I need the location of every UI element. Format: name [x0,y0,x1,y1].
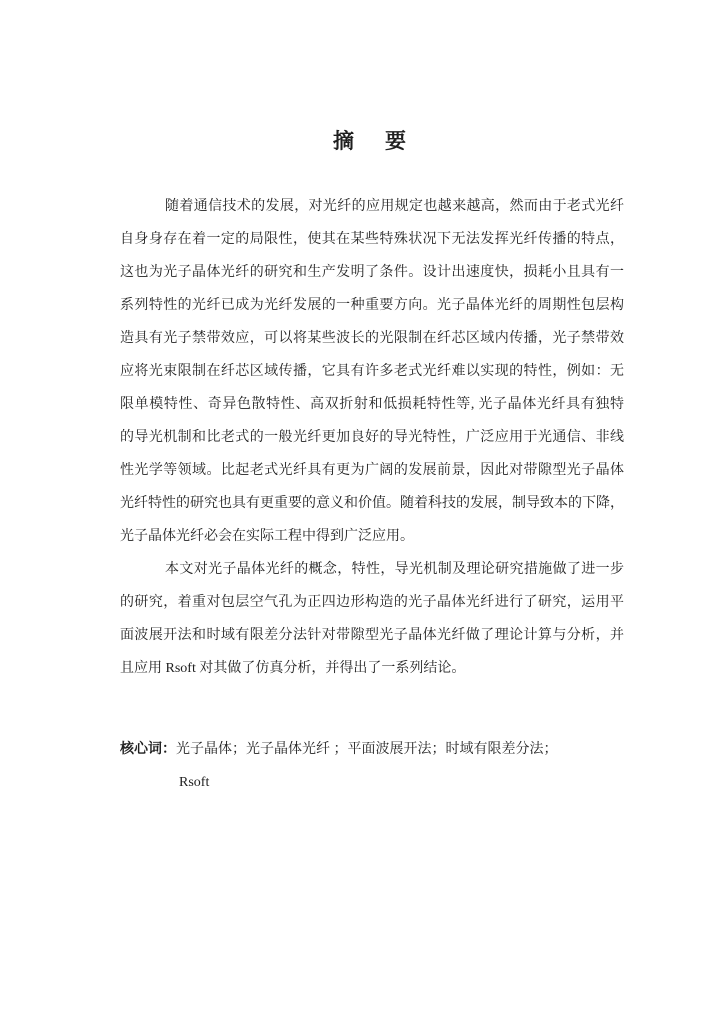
abstract-line: 这也为光子晶体光纤的研究和生产发明了条件。设计出速度快，损耗小且具有一 [120,265,624,280]
abstract-line: 随着通信技术的发展，对光纤的应用规定也越来越高，然而由于老式光纤 [165,199,624,214]
keywords-continuation: Rsoft [179,775,210,790]
keywords-label: 核心词： [120,742,176,757]
page-title: 摘 要 [333,129,411,153]
abstract-line: 且应用 Rsoft 对其做了仿真分析，并得出了一系列结论。 [120,661,466,676]
keywords-line [120,733,624,766]
abstract-line: 光子晶体光纤必会在实际工程中得到广泛应用。 [120,529,414,544]
abstract-line: 面波展开法和时域有限差分法针对带隙型光子晶体光纤做了理论计算与分析，并 [120,628,624,643]
abstract-line: 限单模特性、奇异色散特性、高双折射和低损耗特性等, 光子晶体光纤具有独特 [120,397,624,412]
abstract-line: 的导光机制和比老式的一般光纤更加良好的导光特性，广泛应用于光通信、非线 [120,430,624,445]
abstract-line: 的研究，着重对包层空气孔为正四边形构造的光子晶体光纤进行了研究，运用平 [120,595,624,610]
abstract-body [120,190,624,685]
abstract-line: 光纤特性的研究也具有更重要的意义和价值。随着科技的发展，制导致本的下降， [120,496,624,511]
keywords-list: 光子晶体；光子晶体光纤 ；平面波展开法；时域有限差分法； [176,742,558,757]
abstract-line: 应将光束限制在纤芯区域传播，它具有许多老式光纤难以实现的特性，例如：无 [120,364,624,379]
abstract-line: 造具有光子禁带效应，可以将某些波长的光限制在纤芯区域内传播，光子禁带效 [120,331,624,346]
abstract-line: 性光学等领域。比起老式光纤具有更为广阔的发展前景，因此对带隙型光子晶体 [120,463,624,478]
abstract-line: 本文对光子晶体光纤的概念，特性，导光机制及理论研究措施做了进一步 [165,562,624,577]
keywords-section [120,733,624,799]
abstract-line: 自身身存在着一定的局限性，使其在某些特殊状况下无法发挥光纤传播的特点， [120,232,624,247]
abstract-line: 系列特性的光纤已成为光纤发展的一种重要方向。光子晶体光纤的周期性包层构 [120,298,624,313]
